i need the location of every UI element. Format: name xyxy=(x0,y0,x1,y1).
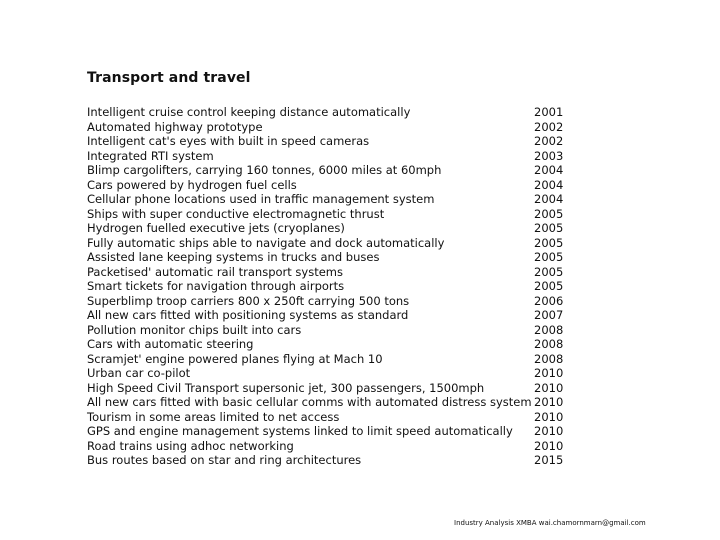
list-item xyxy=(87,250,567,265)
item-year: 2010 xyxy=(534,366,564,380)
item-text: Intelligent cruise control keeping distance automatically xyxy=(87,105,411,119)
list-item xyxy=(87,352,567,367)
item-year: 2010 xyxy=(534,424,564,438)
item-text: Assisted lane keeping systems in trucks and buses xyxy=(87,250,380,264)
list-item xyxy=(87,424,567,439)
item-text: Smart tickets for navigation through airports xyxy=(87,279,345,293)
item-year: 2002 xyxy=(534,134,564,148)
item-year: 2010 xyxy=(534,395,564,409)
item-text: Ships with super conductive electromagnetic thrust xyxy=(87,206,385,221)
item-text: Hydrogen fuelled executive jets (cryoplanes) xyxy=(87,221,345,235)
item-text: High Speed Civil Transport supersonic jet, 300 passengers, 1500mph xyxy=(87,380,485,395)
item-year: 2010 xyxy=(534,380,564,395)
list-item xyxy=(87,192,567,207)
item-text: Fully automatic ships able to navigate and dock automatically xyxy=(87,235,445,250)
list-item xyxy=(87,439,567,454)
item-text: GPS and engine management systems linked to limit speed automatically xyxy=(87,424,513,438)
item-year: 2003 xyxy=(534,148,564,163)
item-text: All new cars fitted with basic cellular comms with automated distress system xyxy=(87,395,532,409)
item-year: 2008 xyxy=(534,337,564,351)
list-item xyxy=(87,149,567,164)
item-text: Superblimp troop carriers 800 x 250ft carrying 500 tons xyxy=(87,293,410,308)
item-text: Packetised' automatic rail transport systems xyxy=(87,264,343,279)
list-item xyxy=(87,279,567,294)
list-item xyxy=(87,381,567,396)
item-year: 2008 xyxy=(534,351,564,366)
item-year: 2002 xyxy=(534,119,564,134)
item-text: Tourism in some areas limited to net access xyxy=(87,409,340,424)
item-year: 2005 xyxy=(534,250,564,264)
item-year: 2001 xyxy=(534,105,564,119)
footer-text: Industry Analysis XMBA wai.chamornmarn@gmail.com xyxy=(454,519,646,527)
item-text: Road trains using adhoc networking xyxy=(87,438,294,453)
item-text: Urban car co-pilot xyxy=(87,366,191,380)
item-text: Blimp cargolifters, carrying 160 tonnes, 6000 miles at 60mph xyxy=(87,163,442,177)
item-year: 2004 xyxy=(534,163,564,177)
list-item xyxy=(87,410,567,425)
item-year: 2005 xyxy=(534,235,564,250)
item-text: Cars powered by hydrogen fuel cells xyxy=(87,177,297,192)
item-year: 2006 xyxy=(534,293,564,308)
list-item xyxy=(87,294,567,309)
item-text: All new cars fitted with positioning systems as standard xyxy=(87,308,409,322)
item-year: 2004 xyxy=(534,192,564,206)
item-text: Cars with automatic steering xyxy=(87,337,254,351)
prediction-list xyxy=(87,105,567,468)
list-item xyxy=(87,236,567,251)
item-year: 2008 xyxy=(534,322,564,337)
item-text: Intelligent cat's eyes with built in speed cameras xyxy=(87,134,370,148)
item-text: Pollution monitor chips built into cars xyxy=(87,322,302,337)
list-item xyxy=(87,163,567,178)
list-item xyxy=(87,366,567,381)
item-year: 2005 xyxy=(534,264,564,279)
list-item xyxy=(87,221,567,236)
item-year: 2005 xyxy=(534,279,564,293)
list-item xyxy=(87,134,567,149)
item-year: 2015 xyxy=(534,453,564,467)
item-text: Bus routes based on star and ring architectures xyxy=(87,453,362,467)
list-item xyxy=(87,178,567,193)
item-year: 2010 xyxy=(534,409,564,424)
list-item xyxy=(87,265,567,280)
list-item xyxy=(87,395,567,410)
item-year: 2010 xyxy=(534,438,564,453)
list-item xyxy=(87,308,567,323)
list-item xyxy=(87,337,567,352)
item-text: Cellular phone locations used in traffic management system xyxy=(87,192,435,206)
slide-title: Transport and travel xyxy=(87,70,251,86)
item-year: 2005 xyxy=(534,206,564,221)
item-year: 2004 xyxy=(534,177,564,192)
item-text: Integrated RTI system xyxy=(87,148,214,163)
list-item xyxy=(87,207,567,222)
item-year: 2005 xyxy=(534,221,564,235)
item-year: 2007 xyxy=(534,308,564,322)
list-item xyxy=(87,453,567,468)
list-item xyxy=(87,323,567,338)
list-item xyxy=(87,120,567,135)
item-text: Automated highway prototype xyxy=(87,119,263,134)
list-item xyxy=(87,105,567,120)
item-text: Scramjet' engine powered planes flying at Mach 10 xyxy=(87,351,383,366)
